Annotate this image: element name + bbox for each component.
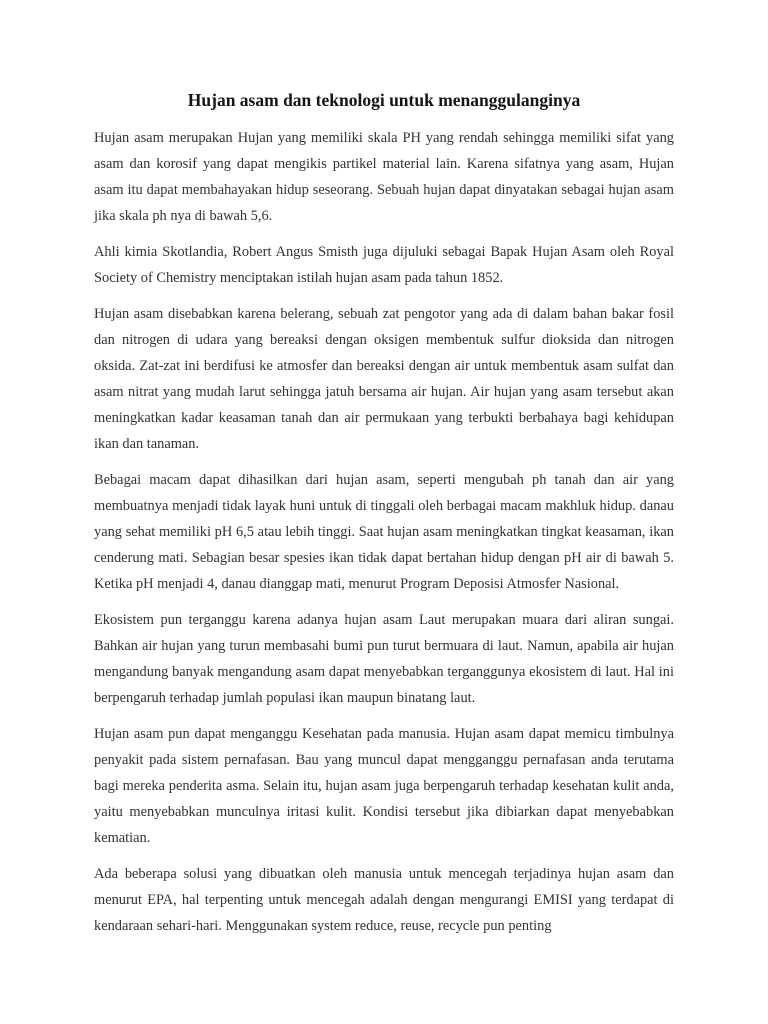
- paragraph-history: Ahli kimia Skotlandia, Robert Angus Smisth juga dijuluki sebagai Bapak Hujan Asam oleh Royal Society of Chemistry menciptakan istilah hujan asam pada tahun 1852.: [94, 244, 674, 286]
- paragraph-effects-health: Hujan asam pun dapat menganggu Kesehatan pada manusia. Hujan asam dapat memicu timbulnya penyakit pada sistem pernafasan. Bau yang muncul dapat mengganggu pernafasan anda terutama bagi mereka penderita asma. Selain itu, hujan asam juga berpengaruh terhadap kesehatan kulit anda, yaitu menyebabkan munculnya iritasi kulit. Kondisi tersebut jika dibiarkan dapat menyebabkan kematian.: [94, 726, 674, 846]
- paragraph-effects-water: Bebagai macam dapat dihasilkan dari hujan asam, seperti mengubah ph tanah dan air yang membuatnya menjadi tidak layak huni untuk di tinggali oleh berbagai macam makhluk hidup. danau yang sehat memiliki pH 6,5 atau lebih tinggi. Saat hujan asam meningkatkan tingkat keasaman, ikan cenderung mati. Sebagian besar spesies ikan tidak dapat bertahan hidup dengan pH air di bawah 5. Ketika pH menjadi 4, danau dianggap mati, menurut Program Deposisi Atmosfer Nasional.: [94, 472, 674, 592]
- paragraph-effects-ecosystem: Ekosistem pun terganggu karena adanya hujan asam Laut merupakan muara dari aliran sungai. Bahkan air hujan yang turun membasahi bumi pun turut bermuara di laut. Namun, apabila air hujan mengandung banyak mengandung asam dapat menyebabkan terganggunya ekosistem di laut. Hal ini berpengaruh terhadap jumlah populasi ikan maupun binatang laut.: [94, 612, 674, 706]
- document-body: [94, 125, 674, 949]
- paragraph-definition: Hujan asam merupakan Hujan yang memiliki skala PH yang rendah sehingga memiliki sifat yang asam dan korosif yang dapat mengikis partikel material lain. Karena sifatnya yang asam, Hujan asam itu dapat membahayakan hidup seseorang. Sebuah hujan dapat dinyatakan sebagai hujan asam jika skala ph nya di bawah 5,6.: [94, 130, 674, 224]
- paragraph-solutions: Ada beberapa solusi yang dibuatkan oleh manusia untuk mencegah terjadinya hujan asam dan menurut EPA, hal terpenting untuk mencegah adalah dengan mengurangi EMISI yang terdapat di kendaraan sehari-hari. Menggunakan system reduce, reuse, recycle pun penting: [94, 866, 674, 934]
- paragraph-causes: Hujan asam disebabkan karena belerang, sebuah zat pengotor yang ada di dalam bahan bakar fosil dan nitrogen di udara yang bereaksi dengan oksigen membentuk sulfur dioksida dan nitrogen oksida. Zat-zat ini berdifusi ke atmosfer dan bereaksi dengan air untuk membentuk asam sulfat dan asam nitrat yang mudah larut sehingga jatuh bersama air hujan. Air hujan yang asam tersebut akan meningkatkan kadar keasaman tanah dan air permukaan yang terbukti berbahaya bagi kehidupan ikan dan tanaman.: [94, 306, 674, 452]
- document-title: Hujan asam dan teknologi untuk menanggulanginya: [187, 90, 581, 110]
